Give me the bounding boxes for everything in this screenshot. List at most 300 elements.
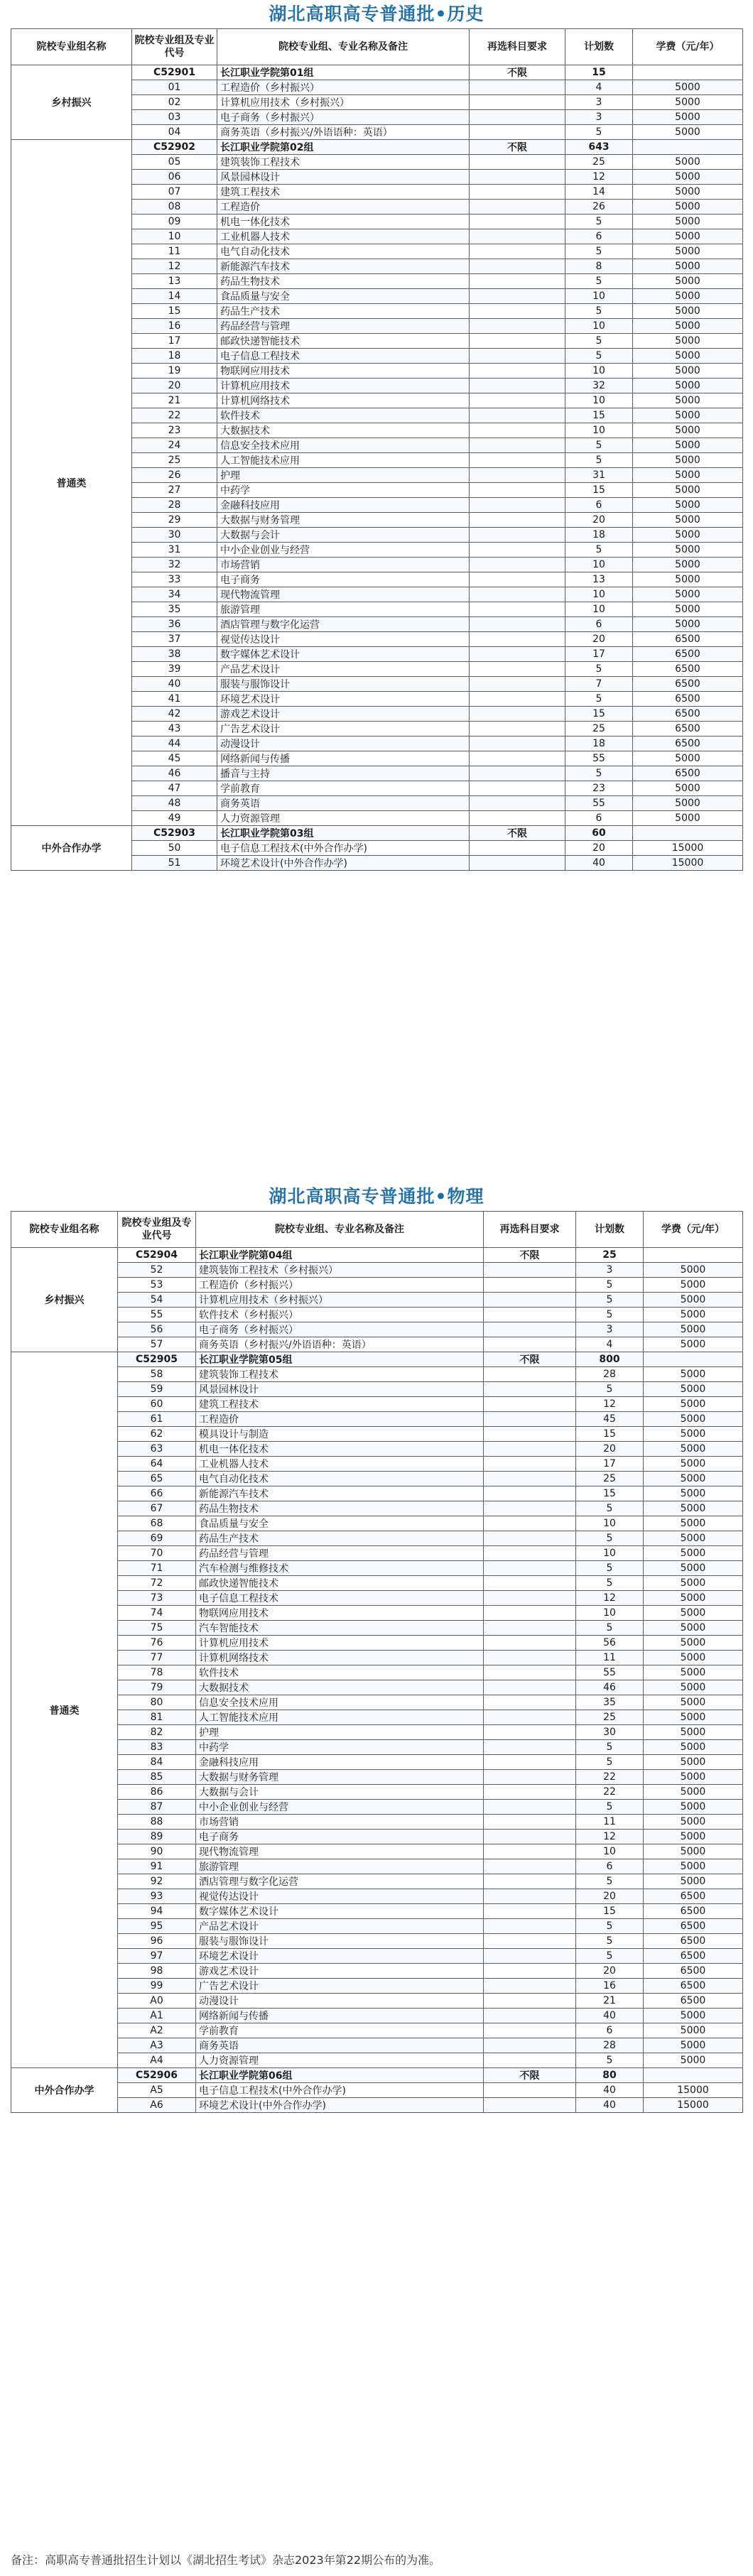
- fee-cell: 5000: [633, 781, 743, 796]
- name-cell: 长江职业学院第04组: [196, 1248, 484, 1263]
- name-cell: 药品生产技术: [196, 1531, 484, 1546]
- code-cell: C52902: [132, 140, 217, 155]
- table-row: [11, 1770, 743, 1785]
- name-cell: 电子商务: [196, 1830, 484, 1844]
- plan-cell: 25: [565, 155, 633, 170]
- code-cell: 55: [118, 1308, 196, 1322]
- table-row: [11, 2009, 743, 2023]
- requirement-cell: [484, 1397, 576, 1412]
- fee-cell: 5000: [633, 498, 743, 513]
- code-cell: 59: [118, 1382, 196, 1397]
- table-row: [11, 1576, 743, 1591]
- code-cell: 31: [132, 543, 217, 558]
- requirement-cell: [484, 1710, 576, 1725]
- table-row: [11, 1606, 743, 1621]
- plan-cell: 60: [565, 826, 633, 841]
- plan-cell: 18: [565, 528, 633, 543]
- fee-cell: 6500: [633, 632, 743, 647]
- plan-cell: 15: [565, 707, 633, 722]
- name-cell: 工业机器人技术: [217, 229, 470, 244]
- plan-cell: 4: [565, 80, 633, 95]
- name-cell: 长江职业学院第05组: [196, 1352, 484, 1367]
- name-cell: 金融科技应用: [196, 1755, 484, 1770]
- fee-cell: 5000: [644, 1487, 743, 1501]
- name-cell: 旅游管理: [196, 1859, 484, 1874]
- plan-cell: 3: [565, 110, 633, 125]
- name-cell: 汽车智能技术: [196, 1621, 484, 1636]
- name-cell: 视觉传达设计: [217, 632, 470, 647]
- requirement-cell: [470, 170, 565, 185]
- code-cell: 76: [118, 1636, 196, 1651]
- fee-cell: 5000: [644, 1874, 743, 1889]
- requirement-cell: [470, 766, 565, 781]
- fee-cell: 6500: [644, 1979, 743, 1994]
- code-cell: 15: [132, 304, 217, 319]
- fee-cell: 6500: [644, 1934, 743, 1949]
- plan-cell: 5: [576, 1934, 644, 1949]
- name-cell: 游戏艺术设计: [217, 707, 470, 722]
- code-cell: 54: [118, 1293, 196, 1308]
- table-row: [11, 1815, 743, 1830]
- plan-cell: 5: [576, 1755, 644, 1770]
- fee-cell: 5000: [633, 125, 743, 140]
- table-row: [11, 1263, 743, 1278]
- fee-cell: 5000: [644, 1576, 743, 1591]
- table-row: [11, 1636, 743, 1651]
- header-requirement: 再选科目要求: [470, 29, 565, 65]
- requirement-cell: [470, 453, 565, 468]
- name-cell: 工程造价（乡村振兴）: [217, 80, 470, 95]
- code-cell: 40: [132, 677, 217, 692]
- table-row: [11, 1516, 743, 1531]
- table-row: [11, 1755, 743, 1770]
- history-section: [0, 0, 753, 871]
- requirement-cell: [470, 692, 565, 707]
- code-cell: 45: [132, 751, 217, 766]
- name-cell: 机电一体化技术: [196, 1442, 484, 1457]
- requirement-cell: [470, 751, 565, 766]
- code-cell: 68: [118, 1516, 196, 1531]
- table-row: [11, 1889, 743, 1904]
- code-cell: 03: [132, 110, 217, 125]
- code-cell: 74: [118, 1606, 196, 1621]
- name-cell: 大数据与财务管理: [196, 1770, 484, 1785]
- fee-cell: 5000: [633, 751, 743, 766]
- requirement-cell: [484, 1934, 576, 1949]
- requirement-cell: 不限: [484, 1248, 576, 1263]
- requirement-cell: [484, 1516, 576, 1531]
- code-cell: 88: [118, 1815, 196, 1830]
- code-cell: 37: [132, 632, 217, 647]
- table-body: [11, 65, 743, 871]
- fee-cell: 5000: [644, 1516, 743, 1531]
- table-row: [11, 1994, 743, 2009]
- requirement-cell: [470, 498, 565, 513]
- plan-cell: 31: [565, 468, 633, 483]
- requirement-cell: [484, 1591, 576, 1606]
- code-cell: 71: [118, 1561, 196, 1576]
- plan-cell: 5: [576, 2053, 644, 2068]
- requirement-cell: [484, 1979, 576, 1994]
- name-cell: 长江职业学院第01组: [217, 65, 470, 80]
- name-cell: 工程造价（乡村振兴）: [196, 1278, 484, 1293]
- requirement-cell: [484, 1800, 576, 1815]
- fee-cell: 15000: [644, 2098, 743, 2113]
- name-cell: 护理: [217, 468, 470, 483]
- plan-cell: 10: [565, 602, 633, 617]
- fee-cell: 5000: [644, 2009, 743, 2023]
- code-cell: 58: [118, 1367, 196, 1382]
- requirement-cell: [470, 722, 565, 737]
- name-cell: 电子信息工程技术: [217, 349, 470, 364]
- plan-cell: 12: [576, 1591, 644, 1606]
- requirement-cell: [470, 364, 565, 379]
- code-cell: 19: [132, 364, 217, 379]
- requirement-cell: [470, 304, 565, 319]
- requirement-cell: [484, 1263, 576, 1278]
- requirement-cell: [470, 602, 565, 617]
- name-cell: 汽车检测与维修技术: [196, 1561, 484, 1576]
- code-cell: 96: [118, 1934, 196, 1949]
- code-cell: 64: [118, 1457, 196, 1472]
- table-row: [11, 1680, 743, 1695]
- plan-cell: 6: [565, 811, 633, 826]
- plan-cell: 10: [565, 393, 633, 408]
- table-row: [11, 1949, 743, 1964]
- physics-section: [0, 1183, 753, 2113]
- plan-cell: 6: [576, 1859, 644, 1874]
- name-cell: 大数据与财务管理: [217, 513, 470, 528]
- table-row: [11, 1919, 743, 1934]
- name-cell: 建筑工程技术: [196, 1397, 484, 1412]
- fee-cell: 5000: [644, 1755, 743, 1770]
- name-cell: 中药学: [196, 1740, 484, 1755]
- fee-cell: [644, 2068, 743, 2083]
- table-row: [11, 1710, 743, 1725]
- table-row: [11, 2083, 743, 2098]
- fee-cell: 5000: [644, 2053, 743, 2068]
- fee-cell: 5000: [644, 1830, 743, 1844]
- name-cell: 人力资源管理: [196, 2053, 484, 2068]
- requirement-cell: [484, 1889, 576, 1904]
- fee-cell: 5000: [644, 1367, 743, 1382]
- name-cell: 电子信息工程技术: [196, 1591, 484, 1606]
- name-cell: 中小企业创业与经营: [217, 543, 470, 558]
- name-cell: 药品经营与管理: [196, 1546, 484, 1561]
- group-row: [11, 1248, 743, 1263]
- requirement-cell: [484, 1472, 576, 1487]
- requirement-cell: [484, 1606, 576, 1621]
- name-cell: 计算机应用技术: [217, 379, 470, 393]
- fee-cell: 5000: [633, 274, 743, 289]
- plan-cell: 10: [565, 558, 633, 572]
- fee-cell: 5000: [644, 1800, 743, 1815]
- code-cell: 84: [118, 1755, 196, 1770]
- code-cell: 11: [132, 244, 217, 259]
- code-cell: 51: [132, 856, 217, 871]
- plan-cell: 25: [576, 1472, 644, 1487]
- table-row: [11, 1412, 743, 1427]
- header-category: 院校专业组名称: [11, 29, 132, 65]
- requirement-cell: [470, 393, 565, 408]
- plan-cell: 5: [565, 662, 633, 677]
- fee-cell: 5000: [633, 587, 743, 602]
- requirement-cell: [470, 662, 565, 677]
- fee-cell: 5000: [644, 1531, 743, 1546]
- requirement-cell: [484, 1337, 576, 1352]
- name-cell: 广告艺术设计: [217, 722, 470, 737]
- code-cell: 99: [118, 1979, 196, 1994]
- table-row: [11, 1501, 743, 1516]
- code-cell: 39: [132, 662, 217, 677]
- plan-cell: 5: [565, 349, 633, 364]
- plan-cell: 5: [576, 1800, 644, 1815]
- name-cell: 中小企业创业与经营: [196, 1800, 484, 1815]
- plan-cell: 5: [565, 244, 633, 259]
- plan-cell: 11: [576, 1651, 644, 1665]
- code-cell: 53: [118, 1278, 196, 1293]
- code-cell: 12: [132, 259, 217, 274]
- name-cell: 广告艺术设计: [196, 1979, 484, 1994]
- name-cell: 数字媒体艺术设计: [196, 1904, 484, 1919]
- plan-cell: 5: [565, 214, 633, 229]
- plan-cell: 5: [576, 1531, 644, 1546]
- name-cell: 环境艺术设计(中外合作办学): [217, 856, 470, 871]
- requirement-cell: [484, 2098, 576, 2113]
- name-cell: 模具设计与制造: [196, 1427, 484, 1442]
- plan-cell: 30: [576, 1725, 644, 1740]
- plan-cell: 20: [576, 1964, 644, 1979]
- requirement-cell: [484, 1367, 576, 1382]
- header-code: 院校专业组及专业代号: [132, 29, 217, 65]
- name-cell: 计算机应用技术（乡村振兴）: [196, 1293, 484, 1308]
- plan-cell: 26: [565, 200, 633, 214]
- requirement-cell: [470, 796, 565, 811]
- name-cell: 建筑装饰工程技术: [196, 1367, 484, 1382]
- name-cell: 环境艺术设计(中外合作办学): [196, 2098, 484, 2113]
- fee-cell: 6500: [633, 707, 743, 722]
- requirement-cell: [470, 125, 565, 140]
- plan-cell: 80: [576, 2068, 644, 2083]
- fee-cell: [633, 140, 743, 155]
- requirement-cell: [484, 1919, 576, 1934]
- fee-cell: 5000: [644, 1427, 743, 1442]
- plan-cell: 5: [576, 1874, 644, 1889]
- plan-cell: 7: [565, 677, 633, 692]
- fee-cell: 5000: [644, 1710, 743, 1725]
- name-cell: 产品艺术设计: [217, 662, 470, 677]
- plan-cell: 5: [565, 274, 633, 289]
- requirement-cell: [470, 841, 565, 856]
- table-row: [11, 1934, 743, 1949]
- table-row: [11, 1382, 743, 1397]
- plan-cell: 12: [576, 1830, 644, 1844]
- plan-cell: 21: [576, 1994, 644, 2009]
- name-cell: 视觉传达设计: [196, 1889, 484, 1904]
- plan-cell: 10: [576, 1546, 644, 1561]
- name-cell: 药品经营与管理: [217, 319, 470, 334]
- fee-cell: 5000: [644, 1382, 743, 1397]
- fee-cell: 5000: [644, 1442, 743, 1457]
- fee-cell: 15000: [633, 841, 743, 856]
- fee-cell: 5000: [644, 1293, 743, 1308]
- code-cell: 10: [132, 229, 217, 244]
- header-plan: 计划数: [565, 29, 633, 65]
- requirement-cell: [470, 617, 565, 632]
- name-cell: 计算机网络技术: [217, 393, 470, 408]
- fee-cell: 5000: [633, 80, 743, 95]
- requirement-cell: [484, 1501, 576, 1516]
- plan-cell: 11: [576, 1815, 644, 1830]
- fee-cell: 5000: [633, 170, 743, 185]
- table-row: [11, 1427, 743, 1442]
- code-cell: A2: [118, 2023, 196, 2038]
- fee-cell: 6500: [633, 766, 743, 781]
- name-cell: 动漫设计: [196, 1994, 484, 2009]
- fee-cell: 6500: [633, 692, 743, 707]
- fee-cell: 5000: [644, 1859, 743, 1874]
- name-cell: 机电一体化技术: [217, 214, 470, 229]
- plan-cell: 17: [565, 647, 633, 662]
- name-cell: 服装与服饰设计: [196, 1934, 484, 1949]
- name-cell: 产品艺术设计: [196, 1919, 484, 1934]
- requirement-cell: [484, 1874, 576, 1889]
- requirement-cell: [470, 632, 565, 647]
- fee-cell: 5000: [644, 1308, 743, 1322]
- plan-cell: 5: [576, 1501, 644, 1516]
- code-cell: 86: [118, 1785, 196, 1800]
- fee-cell: 5000: [644, 1397, 743, 1412]
- requirement-cell: [484, 1859, 576, 1874]
- plan-cell: 5: [576, 1621, 644, 1636]
- fee-cell: 6500: [644, 1904, 743, 1919]
- name-cell: 商务英语: [217, 796, 470, 811]
- code-cell: C52906: [118, 2068, 196, 2083]
- requirement-cell: [470, 677, 565, 692]
- requirement-cell: [484, 2009, 576, 2023]
- name-cell: 人工智能技术应用: [217, 453, 470, 468]
- plan-cell: 5: [565, 766, 633, 781]
- code-cell: A3: [118, 2038, 196, 2053]
- name-cell: 酒店管理与数字化运营: [217, 617, 470, 632]
- code-cell: 32: [132, 558, 217, 572]
- table-row: [11, 1651, 743, 1665]
- requirement-cell: [484, 1561, 576, 1576]
- code-cell: 66: [118, 1487, 196, 1501]
- name-cell: 电气自动化技术: [196, 1472, 484, 1487]
- requirement-cell: [484, 1740, 576, 1755]
- requirement-cell: [484, 1442, 576, 1457]
- plan-cell: 5: [565, 438, 633, 453]
- code-cell: 44: [132, 737, 217, 751]
- name-cell: 人工智能技术应用: [196, 1710, 484, 1725]
- plan-cell: 5: [576, 1740, 644, 1755]
- code-cell: 89: [118, 1830, 196, 1844]
- code-cell: 52: [118, 1263, 196, 1278]
- fee-cell: 5000: [633, 95, 743, 110]
- plan-cell: 45: [576, 1412, 644, 1427]
- name-cell: 软件技术: [217, 408, 470, 423]
- table-header-row: [11, 1212, 743, 1248]
- fee-cell: 5000: [633, 617, 743, 632]
- fee-cell: 5000: [644, 2023, 743, 2038]
- code-cell: 80: [118, 1695, 196, 1710]
- code-cell: 61: [118, 1412, 196, 1427]
- plan-cell: 6: [565, 617, 633, 632]
- code-cell: 47: [132, 781, 217, 796]
- fee-cell: 5000: [633, 408, 743, 423]
- table-row: [11, 1830, 743, 1844]
- requirement-cell: 不限: [484, 2068, 576, 2083]
- code-cell: 70: [118, 1546, 196, 1561]
- requirement-cell: [470, 558, 565, 572]
- requirement-cell: [484, 1412, 576, 1427]
- requirement-cell: [470, 155, 565, 170]
- code-cell: 97: [118, 1949, 196, 1964]
- plan-cell: 55: [565, 796, 633, 811]
- code-cell: 42: [132, 707, 217, 722]
- plan-cell: 5: [576, 1561, 644, 1576]
- header-plan: 计划数: [576, 1212, 644, 1248]
- header-name: 院校专业组、专业名称及备注: [196, 1212, 484, 1248]
- requirement-cell: [470, 811, 565, 826]
- code-cell: 22: [132, 408, 217, 423]
- name-cell: 中药学: [217, 483, 470, 498]
- fee-cell: 5000: [633, 200, 743, 214]
- code-cell: C52905: [118, 1352, 196, 1367]
- code-cell: 81: [118, 1710, 196, 1725]
- fee-cell: 5000: [644, 1322, 743, 1337]
- code-cell: 77: [118, 1651, 196, 1665]
- table-row: [11, 1591, 743, 1606]
- plan-cell: 15: [576, 1487, 644, 1501]
- name-cell: 计算机应用技术: [196, 1636, 484, 1651]
- fee-cell: 5000: [644, 1546, 743, 1561]
- name-cell: 商务英语（乡村振兴/外语语种：英语）: [217, 125, 470, 140]
- name-cell: 工程造价: [196, 1412, 484, 1427]
- fee-cell: 5000: [633, 244, 743, 259]
- plan-cell: 5: [565, 334, 633, 349]
- requirement-cell: [484, 1308, 576, 1322]
- requirement-cell: [470, 707, 565, 722]
- fee-cell: 15000: [633, 856, 743, 871]
- fee-cell: 5000: [644, 1770, 743, 1785]
- code-cell: 41: [132, 692, 217, 707]
- fee-cell: 5000: [644, 1472, 743, 1487]
- name-cell: 工程造价: [217, 200, 470, 214]
- requirement-cell: [470, 229, 565, 244]
- code-cell: 91: [118, 1859, 196, 1874]
- table-row: [11, 1293, 743, 1308]
- plan-cell: 10: [576, 1606, 644, 1621]
- fee-cell: 5000: [633, 155, 743, 170]
- plan-cell: 643: [565, 140, 633, 155]
- fee-cell: 5000: [633, 364, 743, 379]
- plan-cell: 22: [576, 1785, 644, 1800]
- name-cell: 大数据与会计: [217, 528, 470, 543]
- name-cell: 长江职业学院第03组: [217, 826, 470, 841]
- requirement-cell: [470, 856, 565, 871]
- plan-cell: 28: [576, 2038, 644, 2053]
- table-row: [11, 1531, 743, 1546]
- code-cell: 05: [132, 155, 217, 170]
- code-cell: 26: [132, 468, 217, 483]
- fee-cell: 5000: [633, 379, 743, 393]
- fee-cell: 5000: [633, 602, 743, 617]
- requirement-cell: [470, 200, 565, 214]
- table-row: [11, 1472, 743, 1487]
- table-row: [11, 1457, 743, 1472]
